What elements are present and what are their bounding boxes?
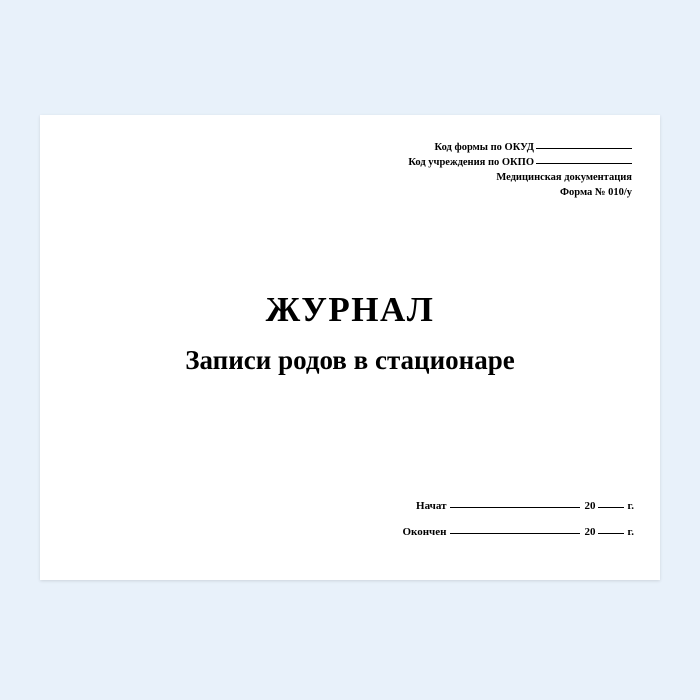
title-block: [40, 290, 660, 377]
form-code-okpo-label: Код учреждения по ОКПО: [408, 156, 534, 168]
started-year-rule[interactable]: [598, 507, 624, 508]
document-sheet: [40, 115, 660, 580]
form-code-okpo-rule[interactable]: [536, 163, 632, 164]
form-codes-block: [332, 141, 632, 201]
document-subtitle: Записи родов в стационаре: [185, 345, 515, 376]
finished-row: [304, 526, 634, 538]
form-code-okud-row: [332, 141, 632, 156]
medical-documentation-row: [332, 171, 632, 186]
form-code-okpo-row: [332, 156, 632, 171]
form-number-row: [332, 186, 632, 201]
form-number-label: Форма № 010/у: [560, 186, 632, 198]
form-code-okud-rule[interactable]: [536, 148, 632, 149]
form-code-okud-label: Код формы по ОКУД: [434, 142, 534, 153]
started-row: [304, 500, 634, 512]
finished-label: Окончен: [402, 526, 447, 538]
finished-year-prefix: 20: [584, 526, 596, 538]
date-fields-block: [304, 500, 634, 538]
started-label: Начат: [416, 500, 447, 512]
started-date-rule[interactable]: [450, 507, 580, 508]
finished-year-suffix: г.: [627, 526, 634, 538]
finished-date-rule[interactable]: [450, 533, 580, 534]
document-title: ЖУРНАЛ: [265, 290, 435, 329]
medical-documentation-label: Медицинская документация: [496, 171, 632, 183]
started-year-prefix: 20: [584, 500, 596, 512]
started-year-suffix: г.: [627, 500, 634, 512]
finished-year-rule[interactable]: [598, 533, 624, 534]
